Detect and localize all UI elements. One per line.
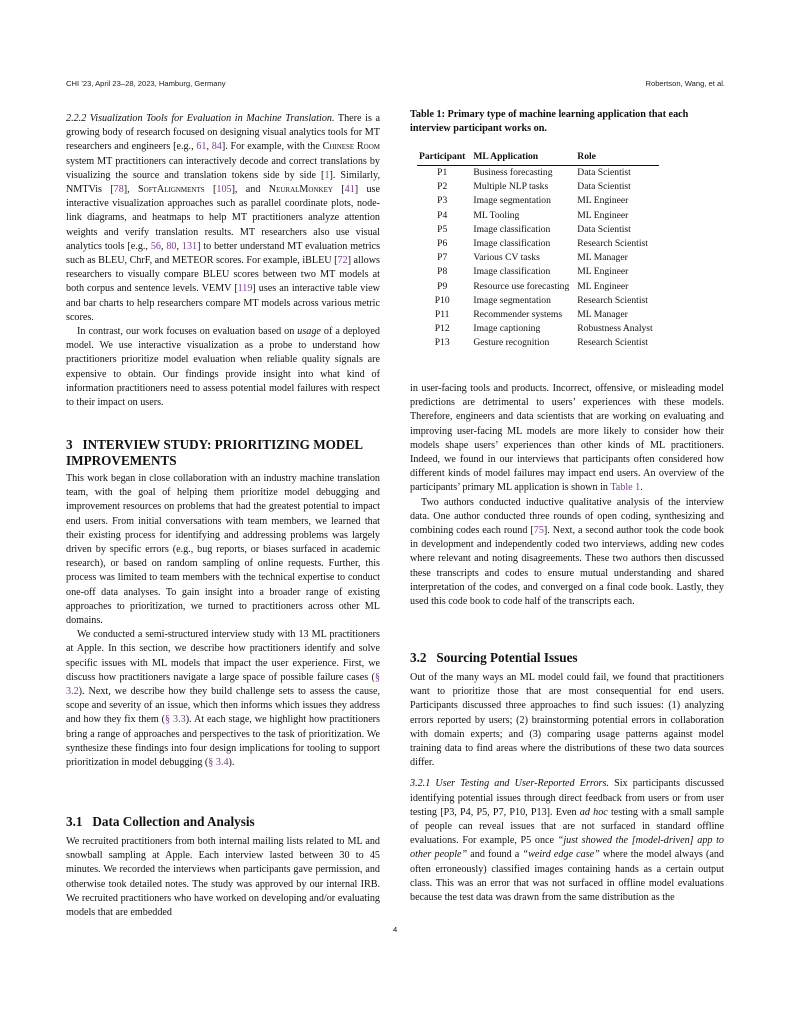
- left-column-part3: [66, 835, 380, 920]
- cell-role: Robustness Analyst: [577, 323, 653, 335]
- cell-ml-application: Image classification: [473, 238, 551, 250]
- column-header-ml-application: ML Application: [471, 149, 575, 166]
- cell-role: Data Scientist: [577, 223, 631, 235]
- cell-role: ML Engineer: [577, 280, 629, 292]
- cell-participant: P7: [437, 252, 448, 264]
- subsection-3-2-1-title: 3.2.1 User Testing and User-Reported Errors.: [410, 778, 609, 790]
- table-row: [417, 308, 659, 322]
- cell-ml-application: Various CV tasks: [473, 252, 540, 264]
- cell-participant: P9: [437, 280, 448, 292]
- citation-link[interactable]: 1: [324, 169, 330, 181]
- section-ref-link[interactable]: § 3.3: [165, 714, 186, 726]
- cell-role: ML Manager: [577, 309, 628, 321]
- citation-link[interactable]: 78: [113, 184, 124, 196]
- table-row: [417, 223, 659, 237]
- table-row: [417, 237, 659, 251]
- cell-ml-application: Image classification: [473, 223, 551, 235]
- cell-role: Research Scientist: [577, 238, 648, 250]
- right-column-part1: [410, 382, 724, 609]
- citation-link[interactable]: 119: [237, 283, 253, 295]
- cell-participant: P3: [437, 195, 448, 207]
- section-ref-link[interactable]: § 3.4: [208, 757, 229, 769]
- citation-link[interactable]: 80: [166, 240, 177, 252]
- cell-role: Data Scientist: [577, 181, 631, 193]
- citation-link[interactable]: 56: [150, 240, 161, 252]
- table-row: [417, 166, 659, 181]
- cell-role: ML Engineer: [577, 209, 629, 221]
- left-column-part1: 2.2.2 Visualization Tools for Evaluation in Machine Translation. There is a growing body of research focused on designing visual analytics tools for MT researchers and engineers [e.g., 61, 84]. For example, with the Chinese Room system MT practitioners can interactively decode and correct translations by visualizing the source and translation tokens side by side [1]. Similarly, NMTVis [78], SoftAlignments [105], and NeuralMonkey [41] use interactive visualization approaches such as parallel coordinate plots, node-link diagrams, and heatmaps to help MT practitioners analyze attention weights and verify translation results. MT researchers also use visual analytics tools [e.g., 56, 80, 131] to better understand MT evaluation metrics such as BLEU, ChrF, and METEOR scores. For example, iBLEU [72] allows researchers to visually compare BLEU scores between two MT models at both corpus and sentence levels. VEMV [119] uses an interactive table view and bar charts to help researchers compare MT models across various metric scores. In contrast, our work focuses on evaluation based on usage of a deployed model. We use interactive visualization as a probe to understand how practitioners prioritize model evaluation when reliable quality signals are expensive to obtain. Our findings provide insight into what kind of information practitioners need to assess potential model failures with respect to their impact on users.: [66, 112, 380, 410]
- table-row: [417, 251, 659, 265]
- cell-participant: P1: [437, 167, 448, 178]
- right-column-part2: [410, 671, 724, 905]
- paragraph: In contrast, our work focuses on evaluation based on usage of a deployed model. We use interactive visualization as a probe to understand how practitioners prioritize model evaluation when reliable quality signals are expensive to obtain. Our findings provide insight into what kind of information practitioners need to assess potential model failures with respect to their impact on users.: [66, 326, 380, 409]
- cell-role: Research Scientist: [577, 294, 648, 306]
- cell-role: Data Scientist: [577, 167, 631, 178]
- table-row: [417, 336, 659, 350]
- paragraph: We recruited practitioners from both internal mailing lists related to ML and snowball sampling at Apple. Each interview lasted between 30 to 45 minutes. We recorded the interviews when participants gave permission, and otherwise took detailed notes. The study was approved by our internal IRB. We recruited practitioners who have worked on developing and/or evaluating models that are embedded: [66, 836, 380, 919]
- cell-participant: P2: [437, 181, 448, 193]
- table-row: [417, 194, 659, 208]
- cell-participant: P10: [434, 294, 450, 306]
- cell-participant: P13: [434, 337, 450, 349]
- cell-ml-application: Gesture recognition: [473, 337, 550, 349]
- cell-role: ML Engineer: [577, 195, 629, 207]
- cell-participant: P12: [434, 323, 450, 335]
- cell-ml-application: ML Tooling: [473, 209, 520, 221]
- cell-participant: P6: [437, 238, 448, 250]
- section-3-2-heading: 3.2 Sourcing Potential Issues: [410, 650, 578, 665]
- cell-role: ML Manager: [577, 252, 628, 264]
- citation-link[interactable]: 72: [337, 255, 348, 267]
- paragraph: We conducted a semi-structured interview study with 13 ML practitioners at Apple. In this section, we describe how practitioners identify and solve specific issues with ML models that impact the user experience. First, we discuss how practitioners navigate a large space of possible failure cases (§ 3.2). Next, we describe how they build challenge sets to assess the cause, scope and severity of an issue, which then informs which issues they address and how they fix them (§ 3.3). At each stage, we highlight how practitioners bring a range of approaches and perspectives to the task of prioritization. We synthesize these findings into four design implications for tooling to support prioritization in model debugging (§ 3.4).: [66, 629, 380, 769]
- column-header-participant: Participant: [417, 149, 471, 166]
- running-header-venue: CHI ’23, April 23–28, 2023, Hamburg, Germany: [66, 79, 226, 88]
- table-row: [417, 209, 659, 223]
- paragraph: 3.2.1 User Testing and User-Reported Errors. Six participants discussed identifying potential issues through direct feedback from users or from user testing [P3, P4, P5, P7, P10, P13]. Even ad hoc testing with a small sample of people can reveal issues that are not surfaced in standard offline evaluations. For example, P5 once “just showed the [model-driven] app to other people” and found a “weird edge case” where the model always (and often erroneously) classified images containing hands as a certain output class. This was an error that was not surfaced in offline model evaluations because the test data was drawn from the same distribution as the: [410, 778, 724, 904]
- paragraph: Out of the many ways an ML model could fail, we found that practitioners want to prioritize those that are most consequential for end users. Participants discussed three approaches to find such issues: (1) analyzing errors reported by users; (2) brainstorming potential errors in collaboration with domain experts; and (3) comparing usage patterns against model training data to find areas where the distributions of these two data sources differ.: [410, 672, 724, 769]
- cell-ml-application: Resource use forecasting: [473, 280, 570, 292]
- cell-ml-application: Image segmentation: [473, 195, 551, 207]
- citation-link[interactable]: 61: [196, 141, 207, 153]
- cell-ml-application: Image captioning: [473, 323, 541, 335]
- page-number: 4: [393, 925, 398, 934]
- cell-role: ML Engineer: [577, 266, 629, 278]
- cell-ml-application: Image classification: [473, 266, 551, 278]
- section-ref-link[interactable]: § 3.2: [66, 671, 380, 698]
- citation-link[interactable]: 75: [533, 525, 544, 537]
- table-row: [417, 280, 659, 294]
- section-3-heading: 3 INTERVIEW STUDY: PRIORITIZING MODEL IMPROVEMENTS: [66, 437, 363, 468]
- citation-link[interactable]: 131: [181, 240, 198, 252]
- paragraph: This work began in close collaboration with an industry machine translation team, with the goal of helping them prioritize model debugging and improvement resources on problems that had the greatest potential to impact end users. From initial conversations with team members, we learned that their existing process for identifying and addressing problems was largely driven by specific errors (e.g., bug reports, or biases surfaced in academic research), or based on random sampling of online requests. Further, this process was limited to team members with the technical expertise to conduct one-off data analyses. To gain insight into a broader range of existing approaches to prioritization, we turned to practitioners across other ML domains.: [66, 473, 380, 627]
- cell-ml-application: Multiple NLP tasks: [473, 181, 549, 193]
- paragraph: in user-facing tools and products. Incorrect, offensive, or misleading model predictions are detrimental to users’ experiences with these models. Therefore, engineers and data scientists that are working on evaluating and improving user-facing ML models are more likely to consider how their models shape users’ experiences than other kinds of ML practitioners. Indeed, we found in our interviews that participants often considered how different kinds of model failures may impact end users. An overview of the participants’ primary ML application is shown in Table 1.: [410, 383, 724, 494]
- column-header-role: Role: [575, 149, 658, 166]
- table-header-row: [417, 149, 659, 166]
- running-header-authors: Robertson, Wang, et al.: [645, 79, 725, 88]
- cell-role: Research Scientist: [577, 337, 648, 349]
- cell-participant: P5: [437, 223, 448, 235]
- cell-participant: P8: [437, 266, 448, 278]
- citation-link[interactable]: 105: [216, 184, 232, 196]
- table-ref-link[interactable]: Table 1: [610, 482, 641, 494]
- subsection-2-2-2-title: 2.2.2 Visualization Tools for Evaluation in Machine Translation.: [66, 113, 335, 124]
- left-column-part2: [66, 472, 380, 770]
- table-1-caption: Table 1: Primary type of machine learning application that each interview participant works on.: [410, 109, 689, 134]
- cell-ml-application: Business forecasting: [473, 167, 553, 178]
- table-row: [417, 294, 659, 308]
- section-3-1-heading: 3.1 Data Collection and Analysis: [66, 814, 255, 829]
- cell-ml-application: Image segmentation: [473, 294, 551, 306]
- participants-table: [417, 149, 659, 351]
- citation-link[interactable]: 84: [211, 141, 222, 153]
- table-row: [417, 265, 659, 279]
- paragraph: Two authors conducted inductive qualitative analysis of the interview data. One author conducted three rounds of open coding, synthesizing and combining codes each round [75]. Next, a second author took the code book in development and independently coded two interviews, adding new codes where relevant and noting disagreements. These two authors then discussed these transcripts and codes to ensure mutual understanding and shared interpretation of the codes, and converged on a final code book. Lastly, they used this code book to code half of the transcripts each.: [410, 496, 724, 608]
- cell-ml-application: Recommender systems: [473, 309, 563, 321]
- table-row: [417, 322, 659, 336]
- cell-participant: P11: [434, 309, 450, 321]
- citation-link[interactable]: 41: [344, 184, 355, 196]
- cell-participant: P4: [437, 209, 448, 221]
- table-row: [417, 180, 659, 194]
